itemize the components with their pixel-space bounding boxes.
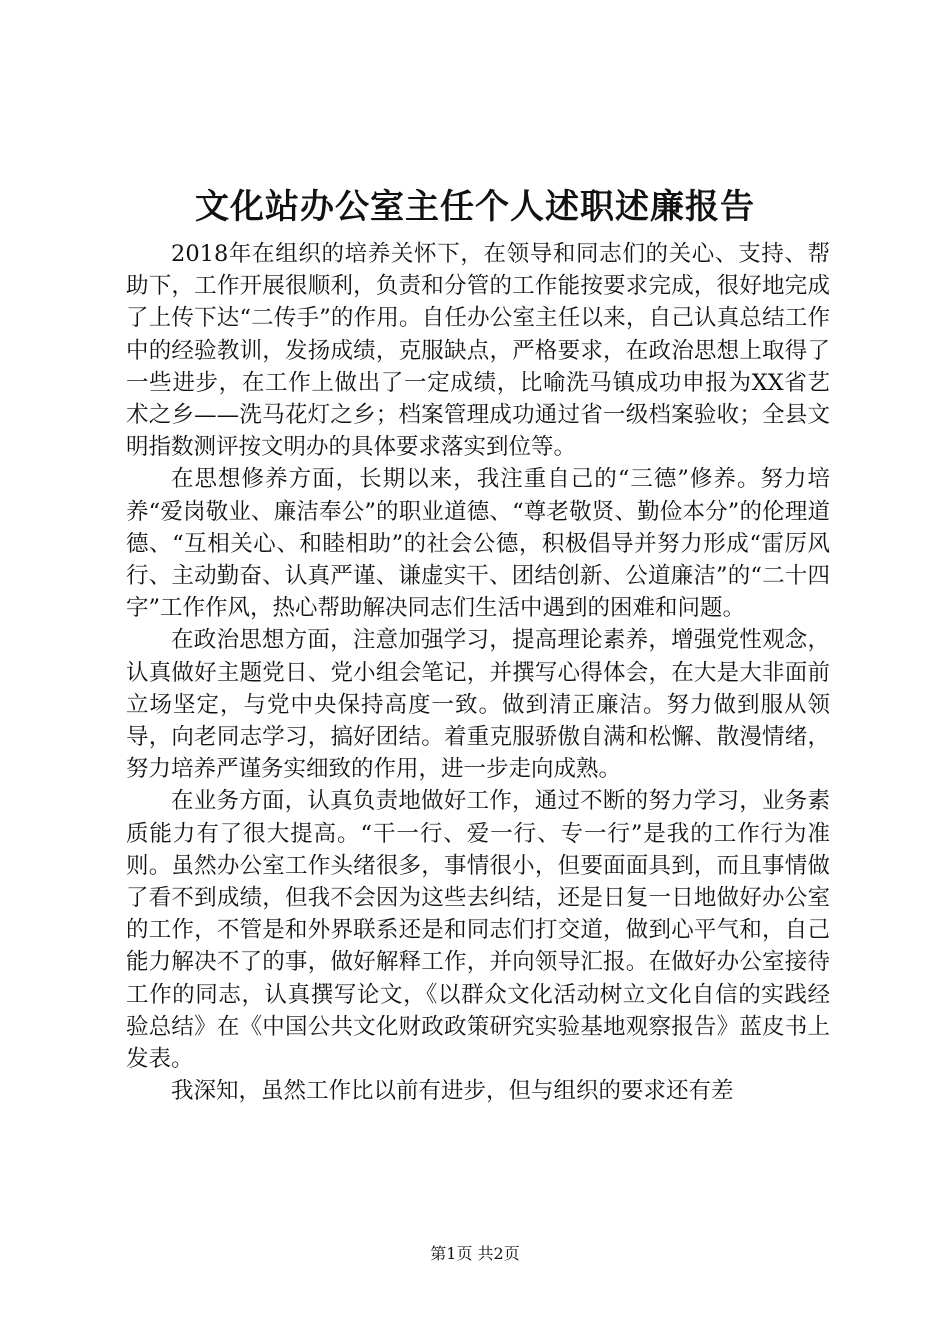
document-title: 文化站办公室主任个人述职述廉报告 <box>195 187 755 227</box>
paragraph-conclusion: 我深知，虽然工作比以前有进步，但与组织的要求还有差 <box>171 1078 734 1105</box>
paragraph-politics: 在政治思想方面，注意加强学习，提高理论素养，增强党性观念，认真做好主题党日、党小组会笔记，并撰写心得体会，在大是大非面前立场坚定，与党中央保持高度一致。做到清正廉洁。努力做到服从领导，向老同志学习，搞好团结。着重克服骄傲自满和松懈、散漫情绪，努力培养严谨务实细致的作用，进一步走向成熟。 <box>126 627 830 783</box>
document-body <box>126 238 830 1107</box>
page-number-footer: 第1页 共2页 <box>430 1244 520 1263</box>
paragraph-intro: 2018年在组织的培养关怀下，在领导和同志们的关心、支持、帮助下，工作开展很顺利，负责和分管的工作能按要求完成，很好地完成了上传下达“二传手”的作用。自任办公室主任以来，自己认真总结工作中的经验教训，发扬成绩，克服缺点，严格要求，在政治思想上取得了一些进步，在工作上做出了一定成绩，比喻洗马镇成功申报为XX省艺术之乡——洗马花灯之乡；档案管理成功通过省一级档案验收；全县文明指数测评按文明办的具体要求落实到位等。 <box>126 241 830 461</box>
paragraph-business: 在业务方面，认真负责地做好工作，通过不断的努力学习，业务素质能力有了很大提高。“干一行、爱一行、专一行”是我的工作行为准则。虽然办公室工作头绪很多，事情很小，但要面面具到，而且事情做了看不到成绩，但我不会因为这些去纠结，还是日复一日地做好办公室的工作，不管是和外界联系还是和同志们打交道，做到心平气和，自己能力解决不了的事，做好解释工作，并向领导汇报。在做好办公室接待工作的同志，认真撰写论文，《以群众文化活动树立文化自信的实践经验总结》在《中国公共文化财政政策研究实验基地观察报告》蓝皮书上发表。 <box>126 788 830 1073</box>
paragraph-ideology: 在思想修养方面，长期以来，我注重自己的“三德”修养。努力培养“爱岗敬业、廉洁奉公”的职业道德、“尊老敬贤、勤俭本分”的伦理道德、“互相关心、和睦相助”的社会公德，积极倡导并努力形成“雷厉风行、主动勤奋、认真严谨、谦虚实干、团结创新、公道廉洁”的“二十四字”工作作风，热心帮助解决同志们生活中遇到的困难和问题。 <box>126 466 830 622</box>
